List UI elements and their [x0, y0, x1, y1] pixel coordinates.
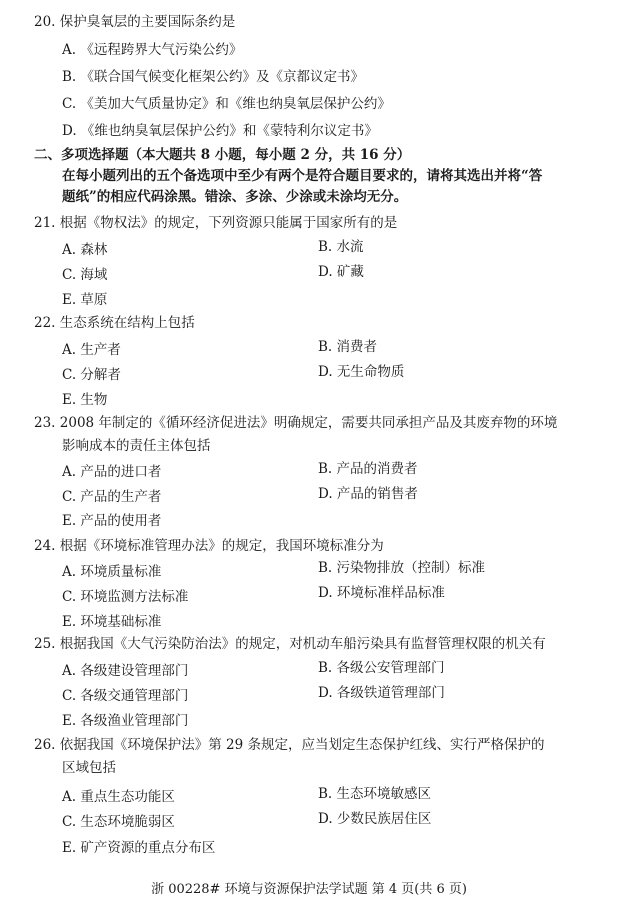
q22-option-c: C. 分解者: [62, 367, 121, 383]
q22-option-b: B. 消费者: [318, 339, 378, 355]
q21-option-e: E. 草原: [62, 292, 108, 308]
q26-option-b: B. 生态环境敏感区: [318, 786, 432, 802]
q25-option-e: E. 各级渔业管理部门: [62, 713, 189, 729]
q24-stem: 24. 根据《环境标准管理办法》的规定，我国环境标准分为: [34, 538, 384, 554]
section-heading: 二、多项选择题（本大题共 8 小题，每小题 2 分，共 16 分）: [34, 147, 411, 163]
q24-option-d: D. 环境标准样品标准: [318, 585, 445, 601]
q21-option-c: C. 海域: [62, 267, 108, 283]
q20-option-d: D. 《维也纳臭氧层保护公约》和《蒙特利尔议定书》: [62, 123, 378, 139]
q20-stem: 20. 保护臭氧层的主要国际条约是: [34, 14, 236, 30]
q26-stem-line-1: 26. 依据我国《环境保护法》第 29 条规定，应当划定生态保护红线、实行严格保护的: [34, 737, 545, 753]
q24-option-b: B. 污染物排放（控制）标准: [318, 560, 486, 576]
q26-stem-line-2: 区域包括: [62, 760, 116, 776]
q20-option-b: B. 《联合国气候变化框架公约》及《京都议定书》: [62, 69, 365, 85]
q23-option-d: D. 产品的销售者: [318, 486, 418, 502]
q23-option-e: E. 产品的使用者: [62, 513, 162, 529]
q26-option-d: D. 少数民族居住区: [318, 811, 432, 827]
q26-option-c: C. 生态环境脆弱区: [62, 814, 175, 830]
q26-option-a: A. 重点生态功能区: [62, 789, 175, 805]
q25-stem: 25. 根据我国《大气污染防治法》的规定，对机动车船污染具有监督管理权限的机关有: [34, 636, 546, 652]
q20-option-c: C. 《美加大气质量协定》和《维也纳臭氧层保护公约》: [62, 96, 391, 112]
q20-option-a: A. 《远程跨界大气污染公约》: [62, 42, 243, 58]
q23-option-c: C. 产品的生产者: [62, 489, 162, 505]
q21-option-b: B. 水流: [318, 239, 364, 255]
q22-option-e: E. 生物: [62, 392, 108, 408]
q22-stem: 22. 生态系统在结构上包括: [34, 315, 195, 331]
page-footer: 浙 00228# 环境与资源保护法学试题 第 4 页(共 6 页): [151, 882, 467, 897]
q24-option-a: A. 环境质量标准: [62, 564, 162, 580]
q23-stem-line-1: 23. 2008 年制定的《循环经济促进法》明确规定，需要共同承担产品及其废弃物的环境: [34, 415, 558, 431]
section-instruction-2: 题纸”的相应代码涂黑。错涂、多涂、少涂或未涂均无分。: [62, 189, 408, 205]
section-instruction-1: 在每小题列出的五个备选项中至少有两个是符合题目要求的，请将其选出并将“答: [62, 168, 543, 184]
q23-option-a: A. 产品的进口者: [62, 464, 162, 480]
q25-option-c: C. 各级交通管理部门: [62, 688, 189, 704]
q21-stem: 21. 根据《物权法》的规定，下列资源只能属于国家所有的是: [34, 215, 398, 231]
q25-option-d: D. 各级铁道管理部门: [318, 685, 445, 701]
q25-option-a: A. 各级建设管理部门: [62, 663, 189, 679]
q22-option-a: A. 生产者: [62, 342, 121, 358]
q21-option-d: D. 矿藏: [318, 264, 364, 280]
q23-stem-line-2: 影响成本的责任主体包括: [62, 438, 211, 454]
q26-option-e: E. 矿产资源的重点分布区: [62, 840, 216, 856]
q24-option-c: C. 环境监测方法标准: [62, 589, 189, 605]
q24-option-e: E. 环境基础标准: [62, 614, 162, 630]
q23-option-b: B. 产品的消费者: [318, 461, 418, 477]
q25-option-b: B. 各级公安管理部门: [318, 660, 445, 676]
q22-option-d: D. 无生命物质: [318, 364, 405, 380]
q21-option-a: A. 森林: [62, 242, 108, 258]
